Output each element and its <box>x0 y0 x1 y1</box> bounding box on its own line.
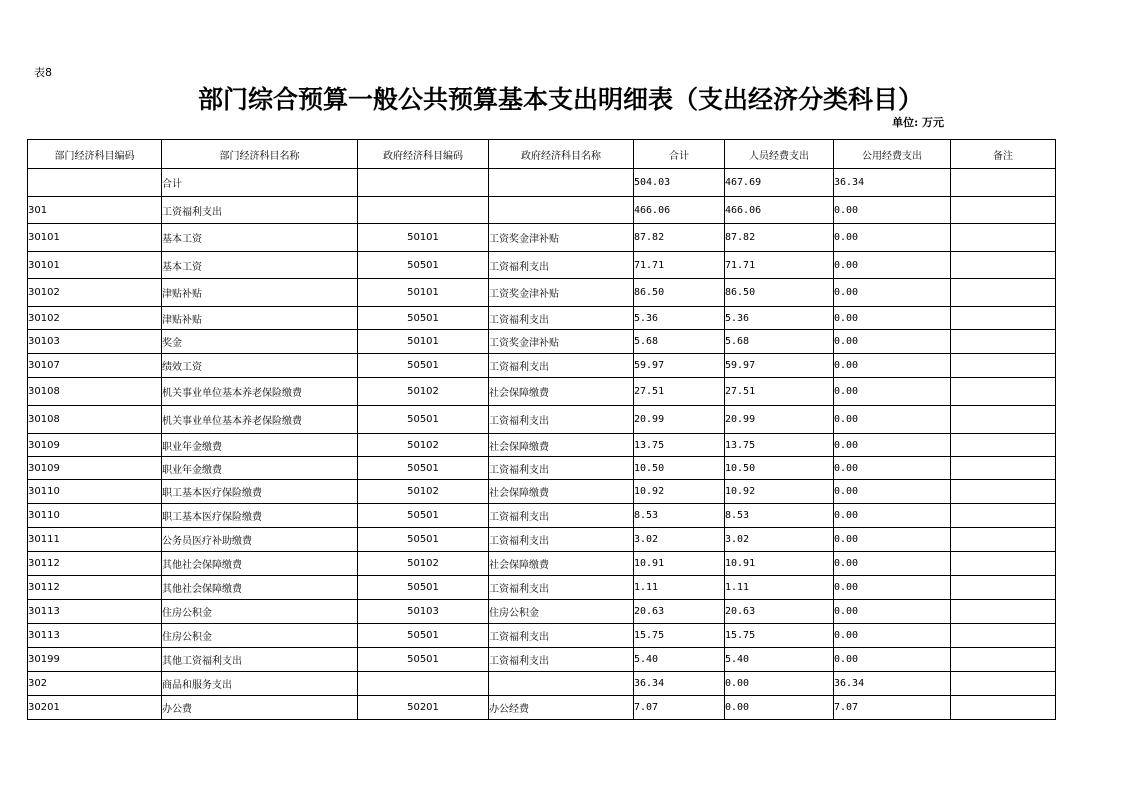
note-cell <box>951 552 1056 576</box>
personnel-cell: 466.06 <box>725 197 834 224</box>
gov-code-cell: 50501 <box>358 457 489 480</box>
dept-name-cell: 职工基本医疗保险缴费 <box>162 504 358 528</box>
gov-code-cell: 50501 <box>358 528 489 552</box>
personnel-cell: 8.53 <box>725 504 834 528</box>
dept-name-cell: 公务员医疗补助缴费 <box>162 528 358 552</box>
note-cell <box>951 354 1056 378</box>
dept-name-cell: 其他社会保障缴费 <box>162 576 358 600</box>
public-cell: 0.00 <box>834 406 951 434</box>
dept-name-cell: 绩效工资 <box>162 354 358 378</box>
header-gov-code: 政府经济科目编码 <box>358 140 489 169</box>
public-cell: 0.00 <box>834 600 951 624</box>
gov-name-cell: 社会保障缴费 <box>489 552 634 576</box>
note-cell <box>951 378 1056 406</box>
header-dept-name: 部门经济科目名称 <box>162 140 358 169</box>
total-cell: 504.03 <box>634 169 725 197</box>
dept-name-cell: 奖金 <box>162 330 358 354</box>
table-row <box>28 528 1056 552</box>
note-cell <box>951 224 1056 252</box>
table-row <box>28 576 1056 600</box>
public-cell: 0.00 <box>834 252 951 279</box>
gov-code-cell: 50501 <box>358 406 489 434</box>
header-gov-name: 政府经济科目名称 <box>489 140 634 169</box>
gov-code-cell: 50102 <box>358 480 489 504</box>
total-cell: 87.82 <box>634 224 725 252</box>
dept-code-cell: 30112 <box>28 576 162 600</box>
dept-code-cell: 302 <box>28 672 162 696</box>
personnel-cell: 27.51 <box>725 378 834 406</box>
table-number: 表8 <box>34 66 52 79</box>
table-row <box>28 169 1056 197</box>
gov-code-cell: 50501 <box>358 504 489 528</box>
gov-name-cell: 工资福利支出 <box>489 307 634 330</box>
gov-name-cell: 工资奖金津补贴 <box>489 279 634 307</box>
note-cell <box>951 307 1056 330</box>
dept-name-cell: 其他社会保障缴费 <box>162 552 358 576</box>
gov-code-cell: 50501 <box>358 576 489 600</box>
gov-code-cell: 50102 <box>358 378 489 406</box>
table-header-row <box>28 140 1056 169</box>
public-cell: 0.00 <box>834 480 951 504</box>
total-cell: 1.11 <box>634 576 725 600</box>
personnel-cell: 13.75 <box>725 434 834 457</box>
public-cell: 0.00 <box>834 528 951 552</box>
public-cell: 0.00 <box>834 552 951 576</box>
total-cell: 10.92 <box>634 480 725 504</box>
public-cell: 0.00 <box>834 378 951 406</box>
gov-code-cell: 50501 <box>358 252 489 279</box>
gov-name-cell: 工资福利支出 <box>489 528 634 552</box>
header-dept-code: 部门经济科目编码 <box>28 140 162 169</box>
public-cell: 0.00 <box>834 434 951 457</box>
public-cell: 0.00 <box>834 330 951 354</box>
table-row <box>28 434 1056 457</box>
dept-code-cell: 30199 <box>28 648 162 672</box>
public-cell: 7.07 <box>834 696 951 720</box>
table-row <box>28 552 1056 576</box>
gov-code-cell: 50102 <box>358 552 489 576</box>
total-cell: 13.75 <box>634 434 725 457</box>
table-row <box>28 307 1056 330</box>
header-note: 备注 <box>951 140 1056 169</box>
dept-name-cell: 基本工资 <box>162 252 358 279</box>
dept-name-cell: 津贴补贴 <box>162 279 358 307</box>
note-cell <box>951 504 1056 528</box>
table-row <box>28 504 1056 528</box>
note-cell <box>951 457 1056 480</box>
gov-code-cell: 50101 <box>358 279 489 307</box>
header-total: 合计 <box>634 140 725 169</box>
dept-code-cell: 30102 <box>28 279 162 307</box>
total-cell: 20.99 <box>634 406 725 434</box>
dept-code-cell: 30113 <box>28 600 162 624</box>
table-row <box>28 378 1056 406</box>
page-title: 部门综合预算一般公共预算基本支出明细表（支出经济分类科目） <box>197 85 923 114</box>
dept-code-cell: 30109 <box>28 457 162 480</box>
gov-name-cell: 工资奖金津补贴 <box>489 330 634 354</box>
note-cell <box>951 576 1056 600</box>
personnel-cell: 86.50 <box>725 279 834 307</box>
personnel-cell: 0.00 <box>725 696 834 720</box>
dept-name-cell: 办公费 <box>162 696 358 720</box>
total-cell: 8.53 <box>634 504 725 528</box>
public-cell: 0.00 <box>834 307 951 330</box>
gov-code-cell: 50101 <box>358 224 489 252</box>
dept-code-cell: 30108 <box>28 378 162 406</box>
dept-code-cell: 30201 <box>28 696 162 720</box>
gov-code-cell <box>358 169 489 197</box>
note-cell <box>951 279 1056 307</box>
gov-code-cell: 50501 <box>358 307 489 330</box>
dept-name-cell: 机关事业单位基本养老保险缴费 <box>162 406 358 434</box>
dept-code-cell: 30103 <box>28 330 162 354</box>
dept-name-cell: 机关事业单位基本养老保险缴费 <box>162 378 358 406</box>
gov-code-cell: 50501 <box>358 648 489 672</box>
personnel-cell: 0.00 <box>725 672 834 696</box>
note-cell <box>951 480 1056 504</box>
dept-name-cell: 工资福利支出 <box>162 197 358 224</box>
table-row <box>28 252 1056 279</box>
public-cell: 0.00 <box>834 457 951 480</box>
table-row <box>28 354 1056 378</box>
gov-name-cell: 工资福利支出 <box>489 457 634 480</box>
personnel-cell: 10.92 <box>725 480 834 504</box>
gov-name-cell: 社会保障缴费 <box>489 378 634 406</box>
personnel-cell: 20.99 <box>725 406 834 434</box>
dept-name-cell: 住房公积金 <box>162 624 358 648</box>
public-cell: 0.00 <box>834 354 951 378</box>
dept-code-cell: 30101 <box>28 224 162 252</box>
total-cell: 71.71 <box>634 252 725 279</box>
table-row <box>28 279 1056 307</box>
note-cell <box>951 528 1056 552</box>
note-cell <box>951 252 1056 279</box>
public-cell: 0.00 <box>834 624 951 648</box>
dept-name-cell: 其他工资福利支出 <box>162 648 358 672</box>
personnel-cell: 87.82 <box>725 224 834 252</box>
dept-code-cell: 30102 <box>28 307 162 330</box>
gov-name-cell <box>489 672 634 696</box>
personnel-cell: 5.36 <box>725 307 834 330</box>
public-cell: 36.34 <box>834 169 951 197</box>
gov-name-cell: 工资福利支出 <box>489 252 634 279</box>
expenditure-detail-table <box>27 139 1056 720</box>
gov-code-cell <box>358 197 489 224</box>
personnel-cell: 15.75 <box>725 624 834 648</box>
total-cell: 86.50 <box>634 279 725 307</box>
dept-name-cell: 津贴补贴 <box>162 307 358 330</box>
table-row <box>28 600 1056 624</box>
personnel-cell: 20.63 <box>725 600 834 624</box>
personnel-cell: 467.69 <box>725 169 834 197</box>
header-personnel: 人员经费支出 <box>725 140 834 169</box>
dept-name-cell: 基本工资 <box>162 224 358 252</box>
dept-name-cell: 职业年金缴费 <box>162 457 358 480</box>
dept-name-cell: 职工基本医疗保险缴费 <box>162 480 358 504</box>
total-cell: 5.36 <box>634 307 725 330</box>
note-cell <box>951 648 1056 672</box>
table-row <box>28 480 1056 504</box>
total-cell: 5.40 <box>634 648 725 672</box>
gov-name-cell: 工资福利支出 <box>489 624 634 648</box>
public-cell: 0.00 <box>834 279 951 307</box>
table-row <box>28 648 1056 672</box>
personnel-cell: 5.68 <box>725 330 834 354</box>
note-cell <box>951 434 1056 457</box>
public-cell: 0.00 <box>834 224 951 252</box>
table-row <box>28 457 1056 480</box>
gov-name-cell: 工资福利支出 <box>489 406 634 434</box>
table-row <box>28 224 1056 252</box>
dept-name-cell: 商品和服务支出 <box>162 672 358 696</box>
dept-code-cell <box>28 169 162 197</box>
gov-name-cell: 工资福利支出 <box>489 354 634 378</box>
note-cell <box>951 330 1056 354</box>
total-cell: 20.63 <box>634 600 725 624</box>
gov-code-cell: 50102 <box>358 434 489 457</box>
personnel-cell: 71.71 <box>725 252 834 279</box>
gov-name-cell: 工资福利支出 <box>489 648 634 672</box>
table-row <box>28 624 1056 648</box>
dept-name-cell: 职业年金缴费 <box>162 434 358 457</box>
personnel-cell: 10.91 <box>725 552 834 576</box>
personnel-cell: 1.11 <box>725 576 834 600</box>
public-cell: 0.00 <box>834 576 951 600</box>
dept-code-cell: 30110 <box>28 504 162 528</box>
gov-code-cell: 50501 <box>358 624 489 648</box>
public-cell: 0.00 <box>834 504 951 528</box>
personnel-cell: 3.02 <box>725 528 834 552</box>
total-cell: 10.50 <box>634 457 725 480</box>
note-cell <box>951 624 1056 648</box>
gov-name-cell <box>489 197 634 224</box>
dept-code-cell: 30109 <box>28 434 162 457</box>
total-cell: 10.91 <box>634 552 725 576</box>
table-row <box>28 197 1056 224</box>
dept-code-cell: 301 <box>28 197 162 224</box>
dept-code-cell: 30110 <box>28 480 162 504</box>
personnel-cell: 5.40 <box>725 648 834 672</box>
dept-code-cell: 30108 <box>28 406 162 434</box>
gov-code-cell: 50201 <box>358 696 489 720</box>
total-cell: 27.51 <box>634 378 725 406</box>
header-public: 公用经费支出 <box>834 140 951 169</box>
total-cell: 36.34 <box>634 672 725 696</box>
total-cell: 3.02 <box>634 528 725 552</box>
dept-name-cell: 合计 <box>162 169 358 197</box>
gov-name-cell: 工资福利支出 <box>489 504 634 528</box>
table-row <box>28 330 1056 354</box>
gov-code-cell: 50101 <box>358 330 489 354</box>
gov-name-cell <box>489 169 634 197</box>
dept-code-cell: 30107 <box>28 354 162 378</box>
table-row <box>28 672 1056 696</box>
gov-name-cell: 住房公积金 <box>489 600 634 624</box>
public-cell: 0.00 <box>834 197 951 224</box>
dept-code-cell: 30111 <box>28 528 162 552</box>
total-cell: 15.75 <box>634 624 725 648</box>
note-cell <box>951 169 1056 197</box>
total-cell: 7.07 <box>634 696 725 720</box>
gov-name-cell: 办公经费 <box>489 696 634 720</box>
dept-code-cell: 30112 <box>28 552 162 576</box>
gov-name-cell: 工资福利支出 <box>489 576 634 600</box>
note-cell <box>951 672 1056 696</box>
public-cell: 36.34 <box>834 672 951 696</box>
personnel-cell: 10.50 <box>725 457 834 480</box>
unit-label: 单位: 万元 <box>892 116 944 129</box>
personnel-cell: 59.97 <box>725 354 834 378</box>
gov-code-cell <box>358 672 489 696</box>
dept-code-cell: 30101 <box>28 252 162 279</box>
public-cell: 0.00 <box>834 648 951 672</box>
gov-name-cell: 社会保障缴费 <box>489 434 634 457</box>
gov-name-cell: 社会保障缴费 <box>489 480 634 504</box>
table-row <box>28 696 1056 720</box>
total-cell: 466.06 <box>634 197 725 224</box>
note-cell <box>951 197 1056 224</box>
gov-name-cell: 工资奖金津补贴 <box>489 224 634 252</box>
dept-name-cell: 住房公积金 <box>162 600 358 624</box>
total-cell: 59.97 <box>634 354 725 378</box>
dept-code-cell: 30113 <box>28 624 162 648</box>
gov-code-cell: 50103 <box>358 600 489 624</box>
total-cell: 5.68 <box>634 330 725 354</box>
note-cell <box>951 406 1056 434</box>
note-cell <box>951 696 1056 720</box>
table-row <box>28 406 1056 434</box>
note-cell <box>951 600 1056 624</box>
gov-code-cell: 50501 <box>358 354 489 378</box>
